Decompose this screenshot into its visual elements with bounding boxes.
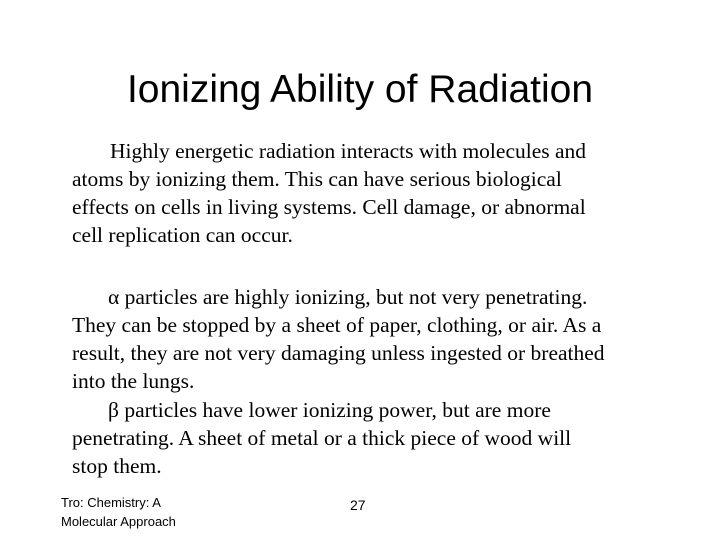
page-number: 27 xyxy=(350,497,366,513)
footer-source-line: Tro: Chemistry: A xyxy=(61,495,161,510)
paragraph-line: β particles have lower ionizing power, but are more xyxy=(108,398,551,422)
paragraph-line: They can be stopped by a sheet of paper, clothing, or air. As a xyxy=(72,313,602,337)
paragraph-line: cell replication can occur. xyxy=(72,223,293,247)
footer-source-line: Molecular Approach xyxy=(61,514,176,529)
paragraph-line: atoms by ionizing them. This can have serious biological xyxy=(72,167,562,191)
paragraph-line: stop them. xyxy=(72,454,162,478)
paragraph-beta-particles xyxy=(72,396,571,480)
paragraph-line: α particles are highly ionizing, but not very penetrating. xyxy=(108,285,588,309)
paragraph-line: into the lungs. xyxy=(72,369,195,393)
paragraph-alpha-particles xyxy=(72,283,605,395)
paragraph-line: penetrating. A sheet of metal or a thick piece of wood will xyxy=(72,426,572,450)
footer-source xyxy=(61,493,176,531)
paragraph-line: result, they are not very damaging unless ingested or breathed xyxy=(72,341,605,365)
paragraph-line: effects on cells in living systems. Cell damage, or abnormal xyxy=(72,195,586,219)
paragraph-line: Highly energetic radiation interacts with molecules and xyxy=(110,139,587,163)
paragraph-ionizing-effects xyxy=(72,137,586,249)
slide-title: Ionizing Ability of Radiation xyxy=(126,68,594,111)
